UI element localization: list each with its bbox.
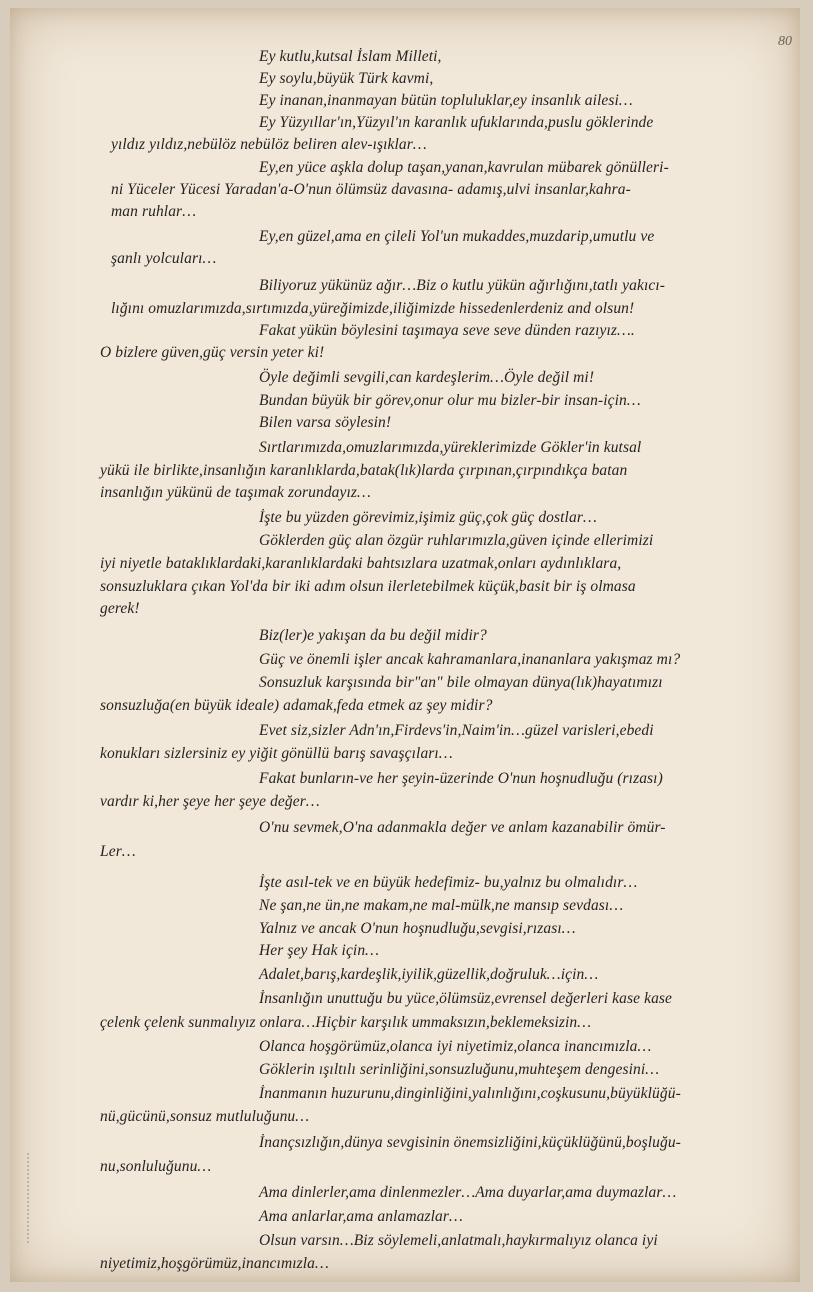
text-line: İşte bu yüzden görevimiz,işimiz güç,çok güç dostlar… bbox=[259, 509, 597, 526]
text-line: insanlığın yükünü de taşımak zorundayız… bbox=[100, 484, 371, 501]
text-line: Güç ve önemli işler ancak kahramanlara,inananlara yakışmaz mı? bbox=[259, 651, 681, 668]
text-line: lığını omuzlarımızda,sırtımızda,yüreğimizde,iliğimizde hissedenlerdeniz and olsun! bbox=[111, 300, 635, 317]
text-line: nu,sonluluğunu… bbox=[100, 1158, 212, 1175]
text-line: Biz(ler)e yakışan da bu değil midir? bbox=[259, 627, 487, 644]
text-line: yıldız yıldız,nebülöz nebülöz beliren alev-ışıklar… bbox=[111, 136, 427, 153]
text-line: Göklerin ışıltılı serinliğini,sonsuzluğunu,muhteşem dengesini… bbox=[259, 1061, 660, 1078]
text-line: Ey kutlu,kutsal İslam Milleti, bbox=[259, 48, 442, 65]
text-line: sonsuzluğa(en büyük ideale) adamak,feda etmek az şey midir? bbox=[100, 697, 493, 714]
text-line: niyetimiz,hoşgörümüz,inancımızla… bbox=[100, 1255, 329, 1272]
text-line: Fakat yükün böylesini taşımaya seve seve dünden razıyız…. bbox=[259, 322, 635, 339]
text-line: Ey Yüzyıllar'ın,Yüzyıl'ın karanlık ufuklarında,puslu göklerinde bbox=[259, 114, 654, 131]
text-line: Ey soylu,büyük Türk kavmi, bbox=[259, 70, 434, 87]
text-line: İşte asıl-tek ve en büyük hedefimiz- bu,yalnız bu olmalıdır… bbox=[259, 874, 638, 891]
text-line: sonsuzluklara çıkan Yol'da bir iki adım olsun ilerletebilmek küçük,basit bir iş olmasa bbox=[100, 578, 636, 595]
text-line: şanlı yolcuları… bbox=[111, 250, 217, 267]
text-line: Ler… bbox=[100, 843, 136, 860]
text-line: Ey,en yüce aşkla dolup taşan,yanan,kavrulan mübarek gönülleri- bbox=[259, 159, 669, 176]
text-line: Adalet,barış,kardeşlik,iyilik,güzellik,doğruluk…için… bbox=[259, 966, 599, 983]
text-line: Yalnız ve ancak O'nun hoşnudluğu,sevgisi,rızası… bbox=[259, 920, 576, 937]
text-line: Evet siz,sizler Adn'ın,Firdevs'in,Naim'in…güzel varisleri,ebedi bbox=[259, 722, 654, 739]
text-line: Biliyoruz yükünüz ağır…Biz o kutlu yükün ağırlığını,tatlı yakıcı- bbox=[259, 277, 666, 294]
text-line: O bizlere güven,güç versin yeter ki! bbox=[100, 344, 325, 361]
text-line: ni Yüceler Yücesi Yaradan'a-O'nun ölümsüz davasına- adamış,ulvi insanlar,kahra- bbox=[111, 181, 631, 198]
text-line: yükü ile birlikte,insanlığın karanlıklarda,batak(lık)larda çırpınan,çırpındıkça batan bbox=[100, 462, 628, 479]
text-line: İnsanlığın unuttuğu bu yüce,ölümsüz,evrensel değerleri kase kase bbox=[259, 990, 673, 1007]
text-line: Ne şan,ne ün,ne makam,ne mal-mülk,ne mansıp sevdası… bbox=[259, 897, 624, 914]
document-page bbox=[10, 8, 800, 1282]
text-line: Ey,en güzel,ama en çileli Yol'un mukaddes,muzdarip,umutlu ve bbox=[259, 228, 655, 245]
text-line: Sonsuzluk karşısında bir"an" bile olmayan dünya(lık)hayatımızı bbox=[259, 674, 663, 691]
text-line: Her şey Hak için… bbox=[259, 942, 380, 959]
text-line: O'nu sevmek,O'na adanmakla değer ve anlam kazanabilir ömür- bbox=[259, 819, 666, 836]
text-line: Göklerden güç alan özgür ruhlarımızla,güven içinde ellerimizi bbox=[259, 532, 654, 549]
text-line: İnanmanın huzurunu,dinginliğini,yalınlığını,coşkusunu,büyüklüğü- bbox=[259, 1085, 681, 1102]
margin-pencil-mark bbox=[27, 1153, 43, 1243]
page-number: 80 bbox=[778, 34, 792, 49]
text-line: iyi niyetle bataklıklardaki,karanlıklardaki bahtsızlara uzatmak,onları aydınlıklara, bbox=[100, 555, 622, 572]
text-line: Ey inanan,inanmayan bütün topluluklar,ey insanlık ailesi… bbox=[259, 92, 633, 109]
text-line: vardır ki,her şeye her şeye değer… bbox=[100, 793, 320, 810]
text-line: Ama dinlerler,ama dinlenmezler…Ama duyarlar,ama duymazlar… bbox=[259, 1184, 677, 1201]
text-line: çelenk çelenk sunmalıyız onlara…Hiçbir karşılık ummaksızın,beklemeksizin… bbox=[100, 1014, 592, 1031]
text-line: İnançsızlığın,dünya sevgisinin önemsizliğini,küçüklüğünü,boşluğu- bbox=[259, 1134, 681, 1151]
text-line: man ruhlar… bbox=[111, 203, 197, 220]
text-line: Bilen varsa söylesin! bbox=[259, 414, 392, 431]
text-line: konukları sizlersiniz ey yiğit gönüllü barış savaşçıları… bbox=[100, 745, 453, 762]
text-line: nü,gücünü,sonsuz mutluluğunu… bbox=[100, 1108, 310, 1125]
text-line: Olsun varsın…Biz söylemeli,anlatmalı,haykırmalıyız olanca iyi bbox=[259, 1232, 658, 1249]
text-line: Bundan büyük bir görev,onur olur mu bizler-bir insan-için… bbox=[259, 392, 641, 409]
text-line: Ama anlarlar,ama anlamazlar… bbox=[259, 1208, 463, 1225]
text-line: Fakat bunların-ve her şeyin-üzerinde O'nun hoşnudluğu (rızası) bbox=[259, 770, 663, 787]
text-line: Öyle değimli sevgili,can kardeşlerim…Öyle değil mi! bbox=[259, 369, 595, 386]
text-line: gerek! bbox=[100, 600, 140, 617]
text-line: Olanca hoşgörümüz,olanca iyi niyetimiz,olanca inancımızla… bbox=[259, 1038, 652, 1055]
text-line: Sırtlarımızda,omuzlarımızda,yüreklerimizde Gökler'in kutsal bbox=[259, 439, 642, 456]
